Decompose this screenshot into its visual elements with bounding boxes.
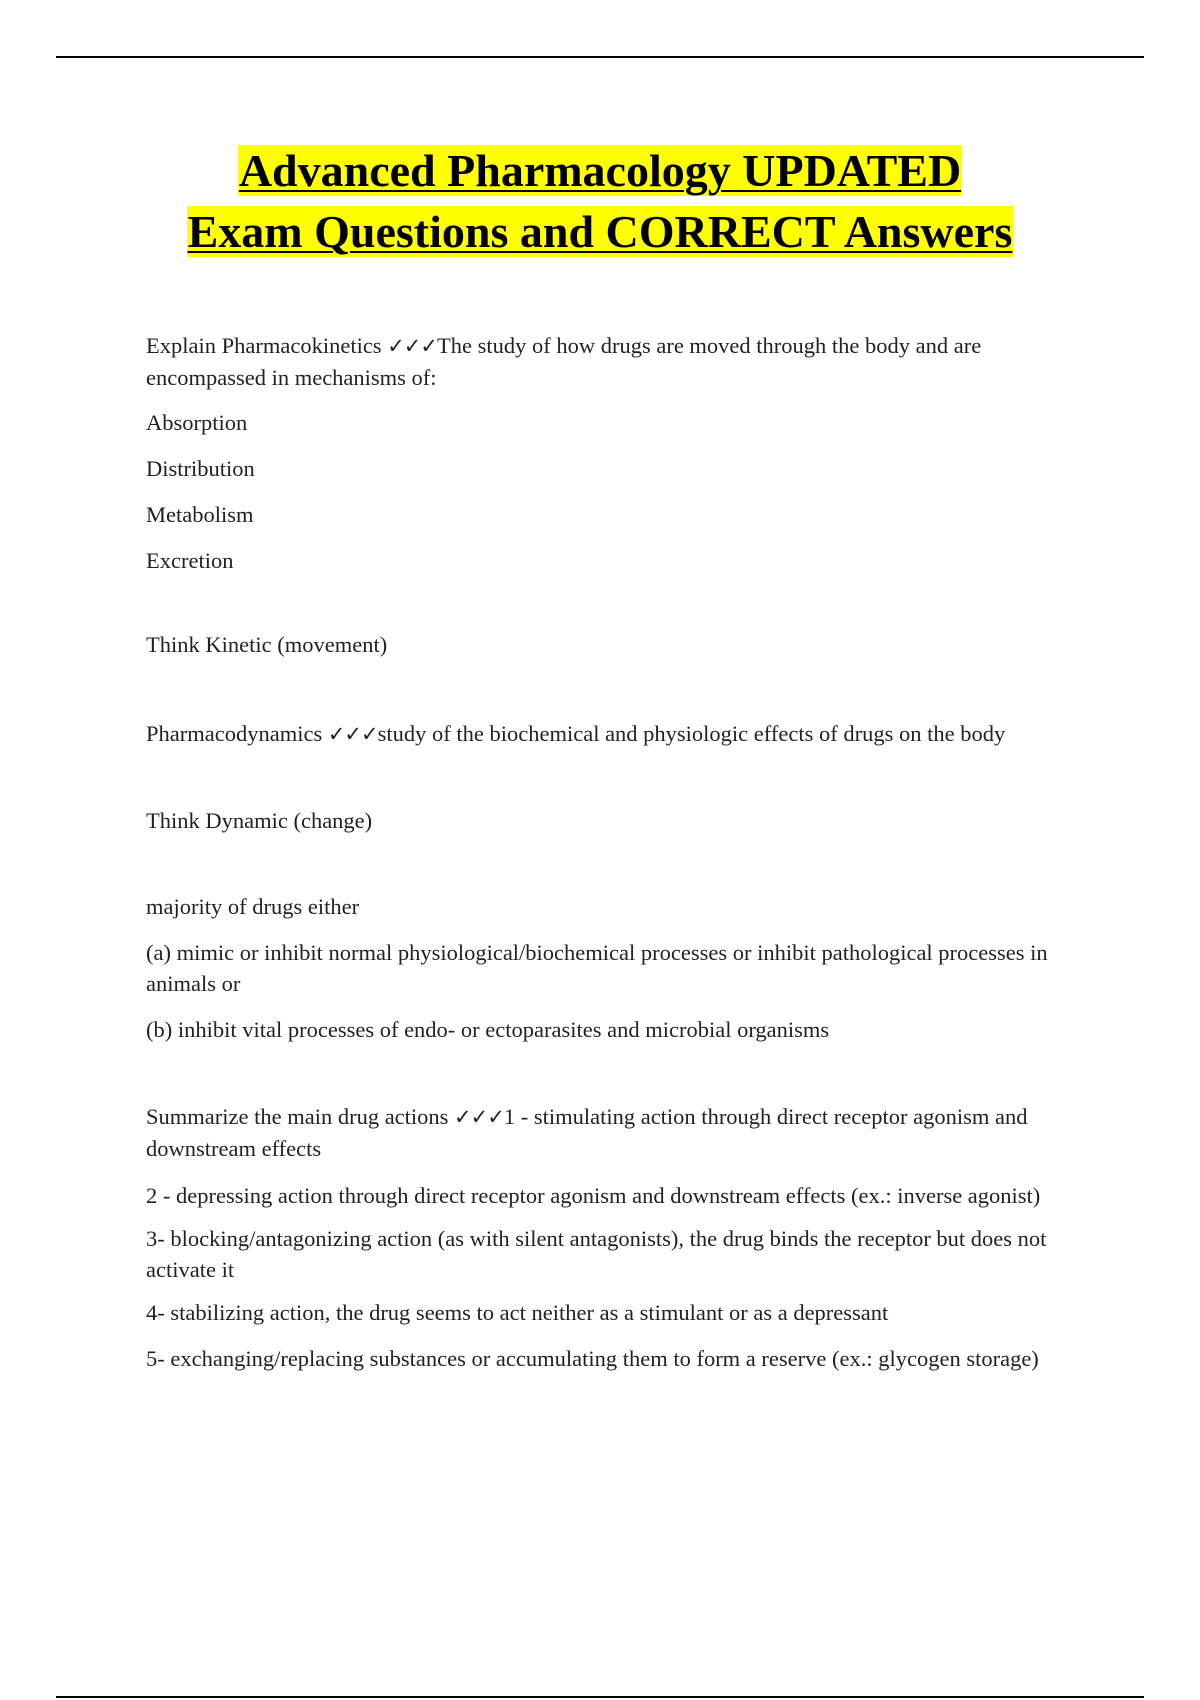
majority-intro: majority of drugs either <box>146 894 360 919</box>
bottom-rule <box>56 1696 1144 1698</box>
document-title <box>60 140 1140 262</box>
question-drug-actions <box>146 1101 1066 1164</box>
drug-action-item-5: 5- exchanging/replacing substances or accumulating them to form a reserve (ex.: glycogen storage) <box>146 1346 1039 1371</box>
checkmarks-icon: ✓✓✓ <box>454 1105 504 1129</box>
answer-text: 1 - stimulating action through direct receptor agonism and downstream effects <box>146 1104 1028 1161</box>
note-dynamic: Think Dynamic (change) <box>146 808 373 833</box>
majority-item-b: (b) inhibit vital processes of endo- or ectoparasites and microbial organisms <box>146 1017 830 1042</box>
question-pharmacodynamics <box>146 718 1066 750</box>
question-term: Summarize the main drug actions <box>146 1104 455 1129</box>
title-line-1: Advanced Pharmacology UPDATED <box>238 145 962 196</box>
drug-action-item-3: 3- blocking/antagonizing action (as with silent antagonists), the drug binds the receptor but does not activate it <box>146 1226 1047 1282</box>
answer-text: study of the biochemical and physiologic effects of drugs on the body <box>377 721 1006 746</box>
majority-item-a: (a) mimic or inhibit normal physiological/biochemical processes or inhibit pathological processes in animals or <box>146 940 1048 996</box>
answer-text: The study of how drugs are moved through the body and are encompassed in mechanisms of: <box>146 333 982 390</box>
question-term: Explain Pharmacokinetics <box>146 333 388 358</box>
drug-action-item-4: 4- stabilizing action, the drug seems to act neither as a stimulant or as a depressant <box>146 1300 889 1325</box>
question-term: Pharmacodynamics <box>146 721 328 746</box>
list-item-excretion: Excretion <box>146 548 234 573</box>
drug-action-item-2: 2 - depressing action through direct receptor agonism and downstream effects (ex.: inverse agonist) <box>146 1183 1041 1208</box>
document-body <box>146 330 1066 1374</box>
list-item-absorption: Absorption <box>146 410 248 435</box>
list-item-distribution: Distribution <box>146 456 255 481</box>
note-kinetic: Think Kinetic (movement) <box>146 632 388 657</box>
checkmarks-icon: ✓✓✓ <box>327 722 378 746</box>
question-pharmacokinetics <box>146 330 1066 393</box>
title-line-2: Exam Questions and CORRECT Answers <box>187 206 1013 257</box>
top-rule <box>56 56 1144 58</box>
list-item-metabolism: Metabolism <box>146 502 254 527</box>
checkmarks-icon: ✓✓✓ <box>387 334 437 358</box>
